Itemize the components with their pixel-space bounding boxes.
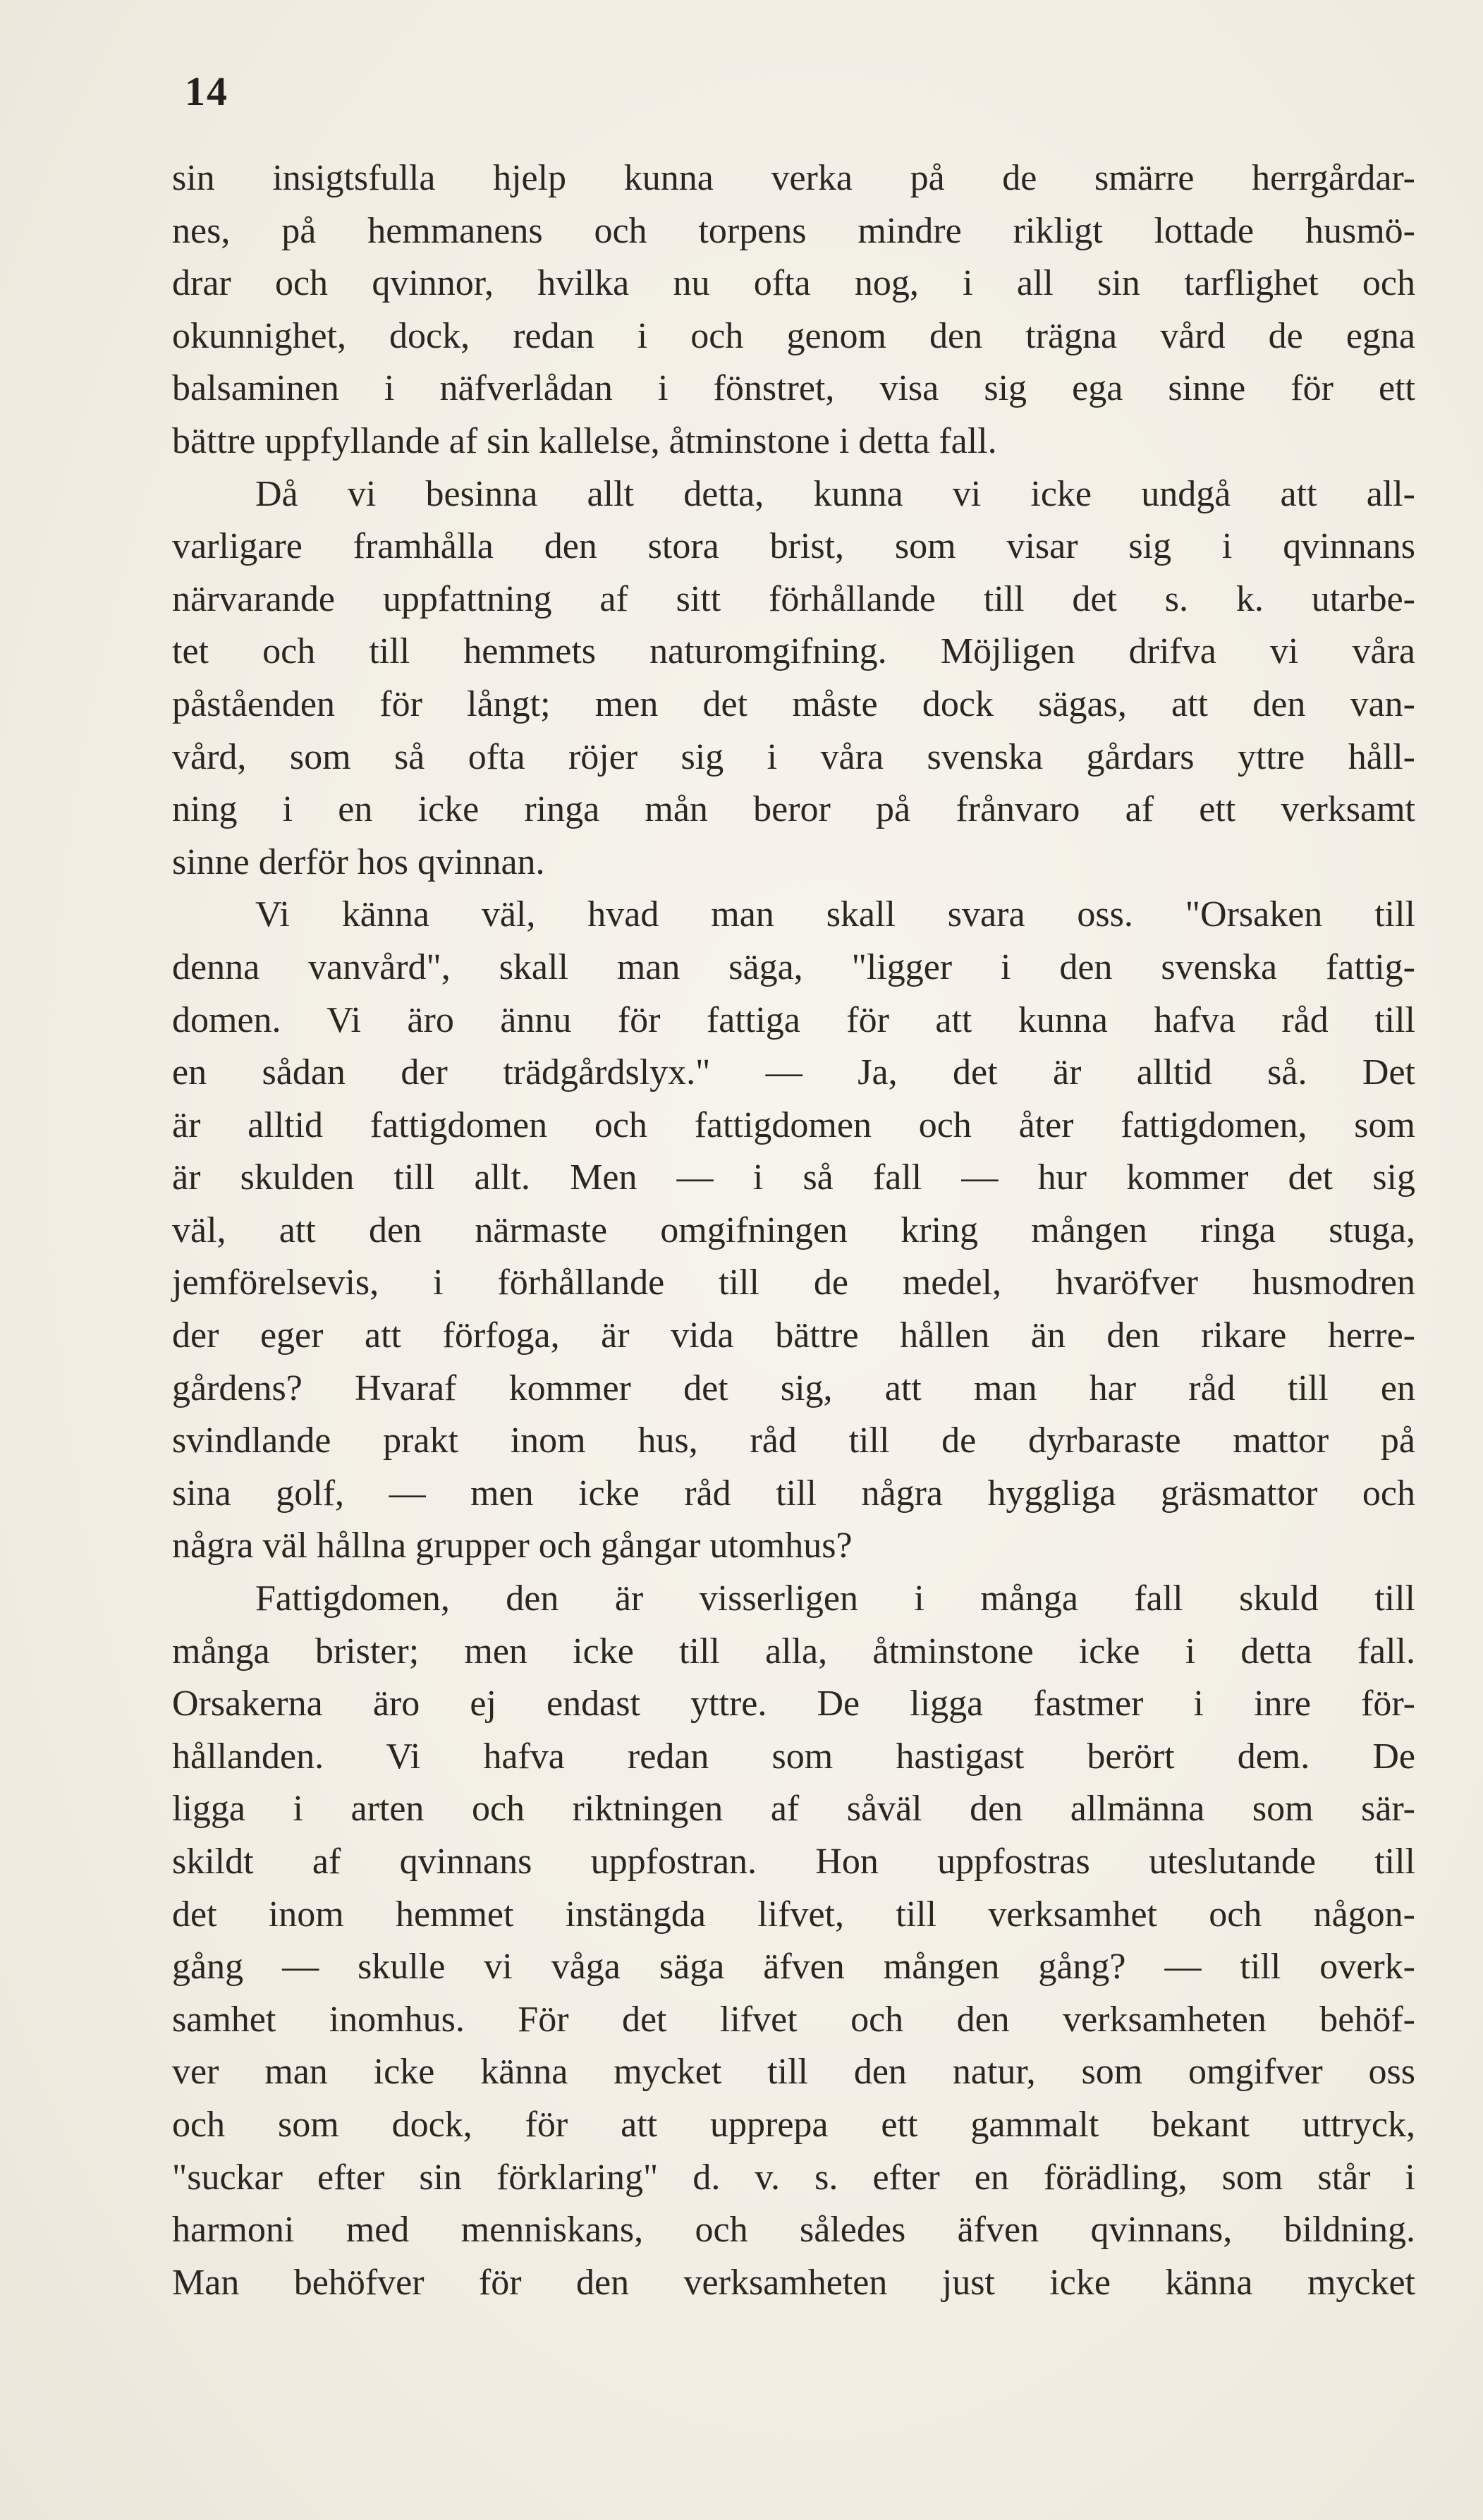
page-number: 14: [185, 68, 228, 114]
text-line: Fattigdomen, den är visserligen i många fall skuld till: [255, 1578, 1415, 1619]
text-line: sinne derför hos qvinnan.: [172, 841, 545, 882]
text-line: är skulden till allt. Men — i så fall — hur kommer det sig: [172, 1157, 1415, 1198]
text-line: Man behöfver för den verksamheten just icke känna mycket: [172, 2262, 1415, 2303]
text-line: vård, som så ofta röjer sig i våra svenska gårdars yttre håll-: [172, 736, 1415, 777]
text-line: gårdens? Hvaraf kommer det sig, att man har råd till en: [172, 1368, 1415, 1408]
text-line: varligare framhålla den stora brist, som visar sig i qvinnans: [172, 526, 1415, 567]
text-line: Då vi besinna allt detta, kunna vi icke undgå att all-: [255, 473, 1415, 514]
text-line: balsaminen i näfverlådan i fönstret, visa sig ega sinne för ett: [172, 368, 1415, 409]
text-line: Orsakerna äro ej endast yttre. De ligga fastmer i inre för-: [172, 1684, 1415, 1724]
text-line: hållanden. Vi hafva redan som hastigast berört dem. De: [172, 1736, 1415, 1777]
text-line: harmoni med menniskans, och således äfven qvinnans, bildning.: [172, 2210, 1415, 2251]
text-line: sina golf, — men icke råd till några hyggliga gräsmattor och: [172, 1473, 1415, 1514]
text-line: der eger att förfoga, är vida bättre hållen än den rikare herre-: [172, 1315, 1415, 1356]
text-line: ver man icke känna mycket till den natur, som omgifver oss: [172, 2052, 1415, 2093]
text-line: nes, på hemmanens och torpens mindre rikligt lottade husmö-: [172, 210, 1415, 251]
text-line: jemförelsevis, i förhållande till de medel, hvaröfver husmodren: [172, 1262, 1415, 1303]
text-line: ning i en icke ringa mån beror på frånvaro af ett verksamt: [172, 789, 1415, 830]
text-line: närvarande uppfattning af sitt förhållande till det s. k. utarbe-: [172, 578, 1415, 619]
text-line: och som dock, för att upprepa ett gammalt bekant uttryck,: [172, 2104, 1415, 2145]
text-line: tet och till hemmets naturomgifning. Möjligen drifva vi våra: [172, 631, 1415, 672]
text-line: en sådan der trädgårdslyx." — Ja, det är alltid så. Det: [172, 1052, 1415, 1093]
text-line: "suckar efter sin förklaring" d. v. s. efter en förädling, som står i: [172, 2157, 1415, 2198]
text-line: det inom hemmet instängda lifvet, till verksamhet och någon-: [172, 1894, 1415, 1935]
text-line: väl, att den närmaste omgifningen kring mången ringa stuga,: [172, 1210, 1415, 1250]
text-line: gång — skulle vi våga säga äfven mången gång? — till overk-: [172, 1947, 1415, 1988]
text-line: okunnighet, dock, redan i och genom den trägna vård de egna: [172, 315, 1415, 356]
text-line: denna vanvård", skall man säga, "ligger i den svenska fattig-: [172, 946, 1415, 987]
text-line: Vi känna väl, hvad man skall svara oss. "Orsaken till: [255, 894, 1415, 935]
text-line: bättre uppfyllande af sin kallelse, åtminstone i detta fall.: [172, 420, 997, 461]
text-line: skildt af qvinnans uppfostran. Hon uppfostras uteslutande till: [172, 1842, 1415, 1882]
text-line: drar och qvinnor, hvilka nu ofta nog, i all sin tarflighet och: [172, 263, 1415, 304]
body-text: [172, 152, 1415, 2309]
text-line: påståenden för långt; men det måste dock sägas, att den van-: [172, 683, 1415, 724]
text-line: svindlande prakt inom hus, råd till de dyrbaraste mattor på: [172, 1420, 1415, 1461]
text-line: domen. Vi äro ännu för fattiga för att kunna hafva råd till: [172, 999, 1415, 1040]
text-line: några väl hållna grupper och gångar utomhus?: [172, 1526, 853, 1566]
text-line: samhet inomhus. För det lifvet och den verksamheten behöf-: [172, 1999, 1415, 2040]
text-line: många brister; men icke till alla, åtminstone icke i detta fall.: [172, 1631, 1415, 1672]
text-line: sin insigtsfulla hjelp kunna verka på de smärre herrgårdar-: [172, 158, 1415, 198]
text-line: ligga i arten och riktningen af såväl den allmänna som sär-: [172, 1789, 1415, 1830]
text-line: är alltid fattigdomen och fattigdomen och åter fattigdomen, som: [172, 1104, 1415, 1145]
